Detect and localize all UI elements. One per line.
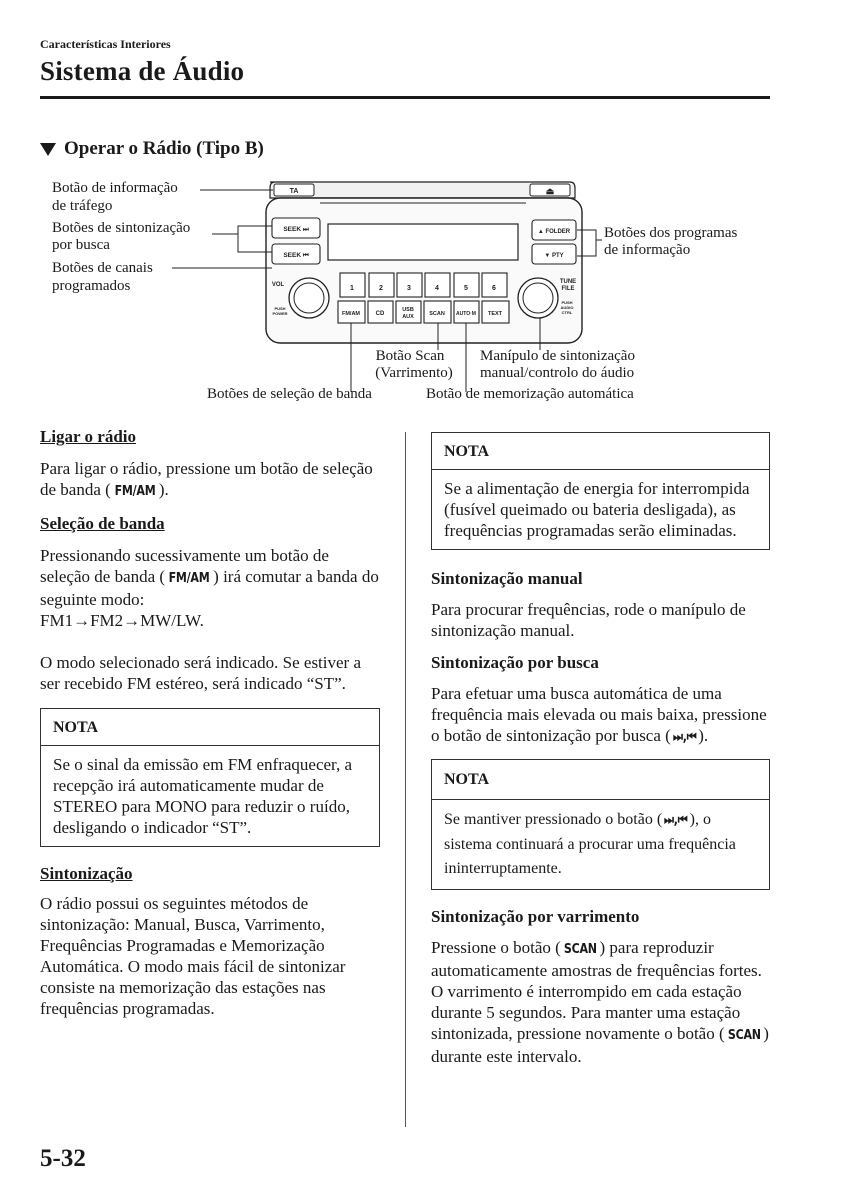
cd-button: CD	[375, 311, 385, 317]
scan-icon: SCAN	[563, 942, 597, 957]
left-column	[40, 426, 380, 1030]
seek-text: Para efetuar uma busca automática de uma frequência mais elevada ou mais baixa, pressione o botão de sintonização por busca (	[431, 684, 767, 745]
knob-audio-label: AUDIO	[560, 305, 574, 310]
label-program-info-2: de informação	[604, 242, 691, 258]
fm-am-icon: FM/AM	[114, 484, 156, 499]
knob-push-label: PUSH	[561, 300, 573, 305]
note-box-seek-hold	[431, 759, 770, 890]
text-button: TEXT	[487, 311, 503, 317]
heading-seek-tuning: Sintonização por busca	[431, 653, 599, 672]
paragraph-mode: O modo selecionado será indicado. Se estiver a ser recebido FM estéreo, será indicado “ST”.	[40, 653, 362, 693]
aux-label: AUX	[402, 314, 414, 320]
note-box-stereo	[40, 708, 380, 847]
preset-5: 5	[464, 285, 468, 292]
preset-4: 4	[435, 285, 439, 292]
vol-label: VOL	[271, 282, 285, 288]
paragraph-seek-tuning	[431, 683, 770, 748]
label-auto-mem: Botão de memorização automática	[426, 386, 634, 402]
folder-button: ▲ FOLDER	[537, 229, 571, 235]
tune-label: TUNE	[559, 279, 577, 285]
label-tune-knob-1: Manípulo de sintonização	[480, 348, 635, 364]
paragraph-tuning: O rádio possui os seguintes métodos de sintonização: Manual, Busca, Varrimento, Frequências Programadas e Memorização Automática. O modo mais fácil de sintonizar consiste na memorização das estações nas frequências programadas.	[40, 894, 346, 1018]
label-program-info-1: Botões dos programas	[604, 225, 738, 241]
band-sequence: FM1→FM2→MW/LW.	[40, 611, 204, 630]
scan-text-end: ) durante este intervalo.	[431, 1024, 769, 1066]
note-body: Se o sinal da emissão em FM enfraquecer, a recepção irá automaticamente mudar de STEREO para MONO para reduzir o ruído, desligando o indicador “ST”.	[53, 755, 353, 837]
label-preset-1: Botões de canais	[52, 260, 153, 276]
label-scan-1: Botão Scan	[375, 348, 445, 364]
preset-6: 6	[492, 285, 496, 292]
seek-icons: ⏭,⏮	[672, 730, 697, 745]
file-label: FILE	[561, 286, 575, 292]
scan-text-mid: ) para reproduzir automaticamente amostras de frequências fortes. O varrimento é interrompido em cada estação durante 5 segundos. Para manter uma estação sintonizada, pressione novamente o botão (	[431, 938, 762, 1043]
seek-icons: ⏭,⏮	[664, 813, 688, 828]
page-title: Sistema de Áudio	[40, 56, 245, 86]
right-column	[431, 432, 770, 1078]
fm-am-icon: FM/AM	[168, 571, 210, 586]
heading-tuning: Sintonização	[40, 864, 133, 883]
fm-am-button: FM/AM	[341, 311, 361, 317]
ta-button: TA	[289, 188, 299, 195]
note3-text-end: ), o sistema continuará a procurar uma frequência ininterruptamente.	[444, 811, 736, 877]
note-box-power	[431, 432, 770, 550]
note-title: NOTA	[41, 709, 379, 746]
label-seek-2: por busca	[52, 237, 110, 253]
turn-on-text: Para ligar o rádio, pressione um botão de seleção de banda (	[40, 459, 373, 499]
band-text-end: ) irá comutar a banda do seguinte modo:	[40, 567, 379, 609]
turn-on-text-end: ).	[158, 480, 169, 499]
label-preset-2: programados	[52, 278, 131, 294]
note-body: Se a alimentação de energia for interrompida (fusível queimado ou bateria desligada), as frequências programadas serão eliminadas.	[444, 479, 750, 540]
note3-text: Se mantiver pressionado o botão (	[444, 811, 663, 828]
push-label: PUSH	[274, 306, 286, 311]
preset-2: 2	[379, 285, 383, 292]
seek-up-button: SEEK ⏭	[283, 226, 309, 233]
subheading-text: Operar o Rádio (Tipo B)	[64, 138, 264, 159]
eject-icon: ⏏	[545, 186, 555, 196]
heading-turn-on: Ligar o rádio	[40, 427, 137, 446]
knob-ctrl-label: CTRL	[561, 310, 573, 315]
note-title: NOTA	[432, 433, 769, 470]
heading-manual-tuning: Sintonização manual	[431, 569, 583, 588]
usb-label: USB	[402, 307, 414, 313]
note-body	[432, 800, 769, 889]
preset-3: 3	[407, 285, 411, 292]
label-band-select: Botões de seleção de banda	[207, 386, 372, 402]
preset-1: 1	[350, 285, 354, 292]
heading-band-selection: Seleção de banda	[40, 514, 165, 533]
scan-icon: SCAN	[727, 1028, 761, 1043]
radio-diagram	[0, 0, 845, 420]
heading-scan-tuning: Sintonização por varrimento	[431, 907, 640, 926]
scan-button: SCAN	[429, 311, 445, 317]
scan-text: Pressione o botão (	[431, 938, 561, 957]
label-tune-knob-2: manual/controlo do áudio	[480, 365, 635, 381]
paragraph-manual-tuning: Para procurar frequências, rode o manípulo de sintonização manual.	[431, 600, 746, 640]
note-title: NOTA	[432, 760, 769, 800]
label-traffic-info-2: de tráfego	[52, 198, 113, 214]
label-traffic-info-1: Botão de informação	[52, 180, 178, 196]
paragraph-band-selection	[40, 545, 380, 610]
label-seek-1: Botões de sintonização	[52, 220, 191, 236]
power-label: POWER	[272, 311, 288, 316]
auto-m-button: AUTO·M	[456, 311, 476, 317]
seek-down-button: SEEK ⏮	[283, 252, 309, 259]
paragraph-scan-tuning	[431, 937, 770, 1067]
label-scan-2: (Varrimento)	[375, 365, 453, 381]
seek-text-end: ).	[698, 726, 709, 745]
page-number: 5-32	[40, 1145, 86, 1172]
pty-button: ▼ PTY	[544, 253, 564, 259]
band-text: Pressionando sucessivamente um botão de seleção de banda (	[40, 546, 329, 586]
section-label: Características Interiores	[40, 37, 171, 51]
column-divider	[405, 432, 406, 1127]
paragraph-turn-on	[40, 458, 380, 502]
